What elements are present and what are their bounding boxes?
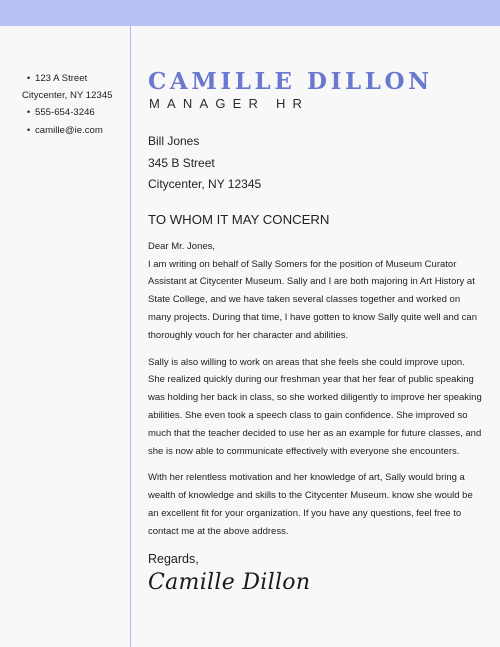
sender-title: MANAGER HR <box>149 96 310 111</box>
letter-heading: TO WHOM IT MAY CONCERN <box>148 212 330 227</box>
signature: Camille Dillon <box>148 570 311 595</box>
bullet-icon: • <box>26 107 31 119</box>
bullet-icon: • <box>26 73 31 84</box>
recipient-street: 345 B Street <box>148 155 215 170</box>
bullet-icon: • <box>26 124 31 136</box>
paragraph: Sally is also willing to work on areas that she feels she could improve upon. She realized quickly during our freshman year that her fear of public speaking was holding her back in class, so she worked diligently to improve her speaking abilities. She even took a speech class to gain confidence. She improved so much that the teacher decided to use her as an example for future classes, and she is now able to communicate effectively with everyone she encounters. <box>148 356 482 457</box>
letter-body <box>148 238 482 550</box>
sender-name: CAMILLE DILLON <box>148 68 433 95</box>
salutation: Dear Mr. Jones, <box>148 241 216 252</box>
paragraph: With her relentless motivation and her knowledge of art, Sally would bring a wealth of knowledge and skills to the Citycenter Museum. know she would be an excellent fit for your organization. If you have any questions, feel free to contact me at the above address. <box>148 472 473 537</box>
contact-street: • 123 A Street <box>22 70 126 87</box>
contact-phone: • 555-654-3246 <box>22 104 126 121</box>
paragraph: I am writing on behalf of Sally Somers for the position of Museum Curator Assistant at Citycenter Museum. Sally and I are both majoring in Art History at State College, and we have taken several classes together and worked on many projects. During that time, I have gotten to know Sally quite well and can thoroughly vouch for her character and abilities. <box>148 258 477 341</box>
contact-block <box>22 70 126 139</box>
recipient-city: Citycenter, NY 12345 <box>148 177 262 191</box>
contact-email: • camille@ie.com <box>22 122 126 139</box>
sidebar-divider <box>130 26 131 647</box>
closing: Regards, <box>148 552 199 566</box>
recipient-address <box>148 131 261 196</box>
top-color-band <box>0 0 500 26</box>
contact-city: Citycenter, NY 12345 <box>22 90 113 102</box>
recipient-name: Bill Jones <box>148 134 200 148</box>
